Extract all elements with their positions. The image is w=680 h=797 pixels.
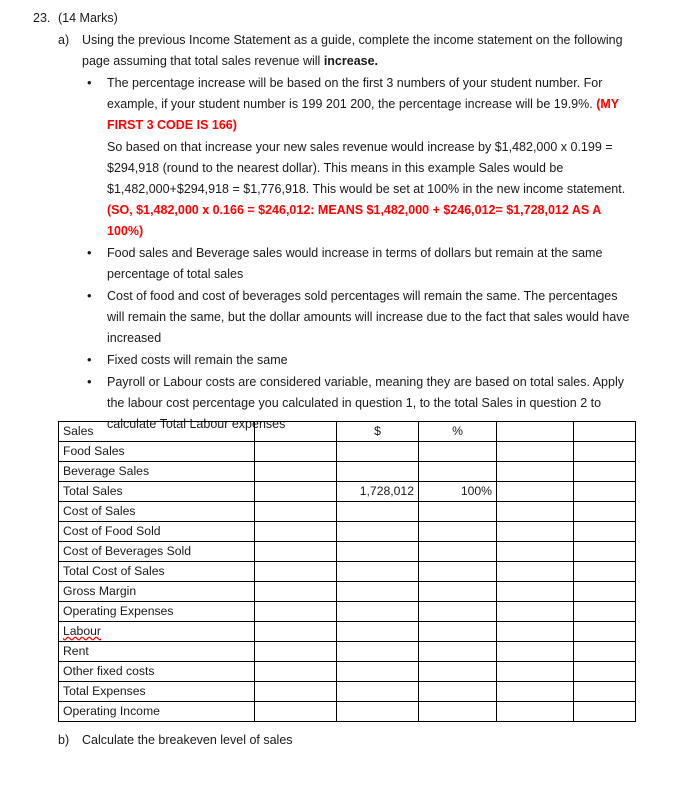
bullet-1-red-note-1: (MY FIRST 3 CODE IS 166) [107, 97, 619, 132]
cell-dollar-col-1[interactable] [255, 662, 337, 682]
question-block [0, 8, 680, 435]
income-statement-body [59, 422, 636, 722]
table-row [59, 602, 636, 622]
cell-percent-col[interactable] [419, 642, 497, 662]
bullet-2-text: Food sales and Beverage sales would increase in terms of dollars but remain at the same percentage of total sales [107, 246, 603, 281]
gridline-cell-2 [574, 582, 636, 602]
gridline-cell-1 [497, 622, 574, 642]
misspelled-word: Labour [63, 624, 101, 638]
question-marks: (14 Marks) [58, 11, 118, 25]
gridline-cell-1 [497, 502, 574, 522]
row-label: Total Sales [59, 482, 255, 502]
cell-percent-col[interactable]: 100% [419, 482, 497, 502]
gridline-cell-2 [574, 442, 636, 462]
cell-dollar-col-1[interactable] [255, 502, 337, 522]
cell-dollar-col-1[interactable] [255, 482, 337, 502]
cell-dollar-col-1[interactable] [255, 462, 337, 482]
row-label [59, 622, 255, 642]
cell-percent-col[interactable] [419, 602, 497, 622]
cell-percent-col[interactable] [419, 522, 497, 542]
cell-dollar-col-2[interactable] [337, 562, 419, 582]
gridline-cell-2 [574, 542, 636, 562]
bullet-1-text-2: So based on that increase your new sales revenue would increase by $1,482,000 x 0.199 = $294,918 (round to the nearest dollar). This means in this example Sales would be $1,482,000+$294,918 = $1,776,918. This would be set at 100% in the new income statement. [107, 140, 626, 196]
gridline-cell-1 [497, 542, 574, 562]
cell-dollar-col-2[interactable] [337, 522, 419, 542]
row-label: Operating Expenses [59, 602, 255, 622]
gridline-cell-1 [497, 422, 574, 442]
income-statement-table [58, 421, 636, 722]
bullet-1-red-note-2: (SO, $1,482,000 x 0.166 = $246,012: MEANS $1,482,000 + $246,012= $1,728,012 AS A 100%) [107, 203, 601, 238]
question-number: 23. [33, 11, 51, 25]
gridline-cell-1 [497, 642, 574, 662]
row-label: Cost of Food Sold [59, 522, 255, 542]
row-label: Gross Margin [59, 582, 255, 602]
table-row [59, 702, 636, 722]
gridline-cell-2 [574, 702, 636, 722]
table-row [59, 582, 636, 602]
cell-percent-col[interactable] [419, 702, 497, 722]
cell-dollar-col-1[interactable] [255, 522, 337, 542]
part-a-bold-word: increase. [323, 54, 379, 68]
gridline-cell-1 [497, 662, 574, 682]
gridline-cell-1 [497, 682, 574, 702]
cell-percent-col[interactable] [419, 682, 497, 702]
gridline-cell-2 [574, 602, 636, 622]
table-row [59, 462, 636, 482]
gridline-cell-2 [574, 682, 636, 702]
gridline-cell-2 [574, 482, 636, 502]
gridline-cell-1 [497, 442, 574, 462]
gridline-cell-1 [497, 462, 574, 482]
cell-dollar-col-2[interactable] [337, 442, 419, 462]
row-label: Total Expenses [59, 682, 255, 702]
row-label: Cost of Sales [59, 502, 255, 522]
gridline-cell-2 [574, 642, 636, 662]
cell-dollar-col-2[interactable] [337, 642, 419, 662]
gridline-cell-2 [574, 562, 636, 582]
gridline-cell-1 [497, 522, 574, 542]
row-label: Beverage Sales [59, 462, 255, 482]
cell-percent-col[interactable] [419, 582, 497, 602]
gridline-cell-2 [574, 462, 636, 482]
cell-percent-col[interactable] [419, 442, 497, 462]
table-row [59, 422, 636, 442]
row-label: Sales [59, 422, 255, 442]
bullet-1-paragraph-2 [107, 137, 636, 242]
cell-dollar-col-1[interactable] [255, 562, 337, 582]
part-b-text: Calculate the breakeven level of sales [82, 733, 293, 747]
table-row [59, 542, 636, 562]
cell-dollar-col-2[interactable] [337, 502, 419, 522]
row-label: Food Sales [59, 442, 255, 462]
cell-percent-col[interactable] [419, 622, 497, 642]
gridline-cell-1 [497, 562, 574, 582]
cell-dollar-col-1[interactable] [255, 422, 337, 442]
cell-dollar-col-1[interactable] [255, 442, 337, 462]
cell-dollar-col-2[interactable] [337, 542, 419, 562]
row-label: Total Cost of Sales [59, 562, 255, 582]
gridline-cell-2 [574, 522, 636, 542]
cell-dollar-col-2[interactable] [337, 582, 419, 602]
list-item [84, 73, 636, 242]
cell-dollar-col-1[interactable] [255, 682, 337, 702]
cell-percent-col[interactable] [419, 542, 497, 562]
cell-dollar-col-2[interactable] [337, 602, 419, 622]
cell-dollar-col-2[interactable] [337, 682, 419, 702]
cell-percent-col[interactable] [419, 662, 497, 682]
gridline-cell-2 [574, 422, 636, 442]
question-heading-row [0, 8, 680, 28]
list-item [84, 243, 636, 285]
gridline-cell-2 [574, 622, 636, 642]
cell-dollar-col-1[interactable] [255, 702, 337, 722]
table-row [59, 502, 636, 522]
cell-dollar-col-1[interactable] [255, 642, 337, 662]
cell-dollar-col-2[interactable] [337, 662, 419, 682]
table-row [59, 682, 636, 702]
table-row [59, 522, 636, 542]
list-item [84, 350, 636, 371]
gridline-cell-1 [497, 482, 574, 502]
row-label: Rent [59, 642, 255, 662]
cell-dollar-col-2[interactable] [337, 702, 419, 722]
cell-dollar-col-2[interactable]: $ [337, 422, 419, 442]
table-row [59, 622, 636, 642]
part-a-marker: a) [58, 33, 70, 47]
table-row [59, 482, 636, 502]
part-a-body [82, 30, 630, 435]
cell-dollar-col-1[interactable] [255, 602, 337, 622]
row-label: Other fixed costs [59, 662, 255, 682]
part-b-row [0, 730, 630, 750]
bullet-5-text: Payroll or Labour costs are considered variable, meaning they are based on total sales. Apply the labour cost percentage you calculated in question 1, to the total Sales in question 2 to calculate Total Labour expenses [107, 375, 624, 431]
row-label: Cost of Beverages Sold [59, 542, 255, 562]
list-item [84, 286, 636, 349]
cell-percent-col[interactable] [419, 562, 497, 582]
income-statement-table-wrap [58, 421, 636, 722]
bullet-1-text-1: The percentage increase will be based on the first 3 numbers of your student number. For example, if your student number is 199 201 200, the percentage increase will be 19.9%. [107, 76, 603, 111]
cell-dollar-col-1[interactable] [255, 582, 337, 602]
row-label: Operating Income [59, 702, 255, 722]
assumptions-bullet-list [82, 73, 630, 435]
part-b-marker: b) [58, 733, 70, 747]
cell-dollar-col-2[interactable]: 1,728,012 [337, 482, 419, 502]
table-row [59, 662, 636, 682]
gridline-cell-1 [497, 702, 574, 722]
cell-percent-col[interactable] [419, 462, 497, 482]
table-row [59, 562, 636, 582]
gridline-cell-2 [574, 662, 636, 682]
table-row [59, 442, 636, 462]
part-a-intro-text: Using the previous Income Statement as a guide, complete the income statement on the following page assuming that total sales revenue will [82, 33, 623, 68]
bullet-4-text: Fixed costs will remain the same [107, 353, 288, 367]
part-a-row [0, 30, 680, 435]
cell-percent-col[interactable]: % [419, 422, 497, 442]
cell-dollar-col-2[interactable] [337, 462, 419, 482]
cell-percent-col[interactable] [419, 502, 497, 522]
bullet-3-text: Cost of food and cost of beverages sold percentages will remain the same. The percentages will remain the same, but the dollar amounts will increase due to the fact that sales would have increased [107, 289, 630, 345]
cell-dollar-col-1[interactable] [255, 542, 337, 562]
gridline-cell-1 [497, 602, 574, 622]
cell-dollar-col-2[interactable] [337, 622, 419, 642]
gridline-cell-1 [497, 582, 574, 602]
cell-dollar-col-1[interactable] [255, 622, 337, 642]
gridline-cell-2 [574, 502, 636, 522]
table-row [59, 642, 636, 662]
